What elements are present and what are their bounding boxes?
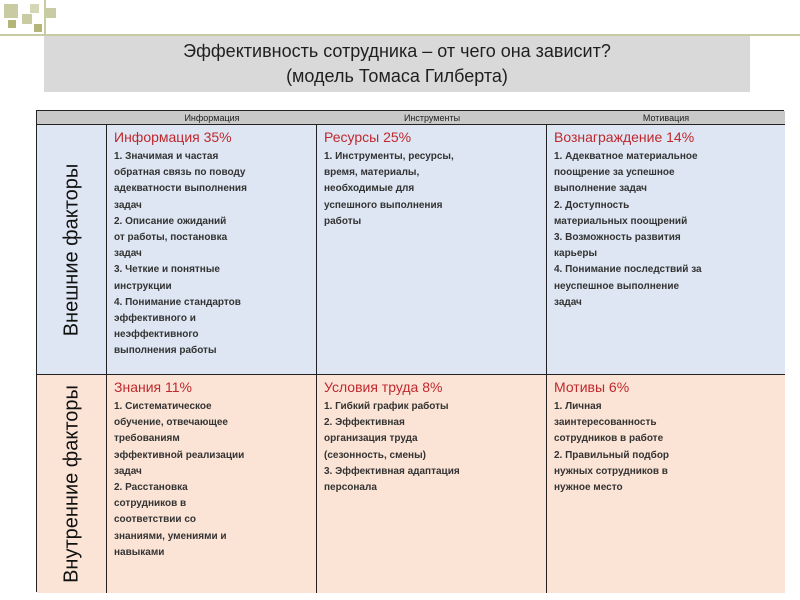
cell-text: 1. Гибкий график работы 2. Эффективная организация труда (сезонность, смены) 3. Эффективная адаптация персонала [324,401,460,494]
page-subtitle: (модель Томаса Гилберта) [286,66,508,86]
row-label-internal: Внутренние факторы [60,385,82,583]
header-corner [37,111,107,125]
cell-knowledge [107,375,317,593]
cell-information [107,125,317,374]
cell-title: Ресурсы 25% [324,129,412,145]
cell-text: 1. Адекватное материальное поощрение за успешное выполнение задач 2. Доступность материальных поощрений 3. Возможность развития карьеры 4. Понимание последствий за неуспешное выполнение задач [554,151,702,308]
cell-text: 1. Значимая и частая обратная связь по поводу адекватности выполнения задач 2. Описание ожиданий от работы, постановка задач 3. Четкие и понятные инструкции 4. Понимание стандартов эффективного и неэффективного выполнения работы [114,151,247,357]
cell-text: 1. Личная заинтересованность сотрудников в работе 2. Правильный подбор нужных сотрудников в нужное место [554,401,670,494]
cell-motives [547,375,785,593]
row-label-cell [37,125,107,374]
header-motivation: Мотивация [547,111,785,125]
cell-text: 1. Инструменты, ресурсы, время, материалы, необходимые для успешного выполнения работы [324,151,454,227]
title-band [44,36,750,92]
cell-title: Вознаграждение 14% [554,129,695,145]
row-label-cell [37,375,107,593]
row-label-external: Внешние факторы [60,163,82,336]
header-information: Информация [107,111,317,125]
cell-work-conditions [317,375,547,593]
cell-title: Знания 11% [114,379,192,395]
row-internal-factors [37,375,785,593]
cell-reward [547,125,785,374]
cell-text: 1. Систематическое обучение, отвечающее требованиям эффективной реализации задач 2. Расстановка сотрудников в соответствии со знаниями, умениями и навыками [114,401,245,558]
gilbert-model-table [36,110,784,592]
row-external-factors [37,125,785,375]
header-instruments: Инструменты [317,111,547,125]
cell-resources [317,125,547,374]
cell-title: Мотивы 6% [554,379,630,395]
page-title: Эффективность сотрудника – от чего она зависит? [183,41,611,61]
cell-title: Информация 35% [114,129,232,145]
cell-title: Условия труда 8% [324,379,443,395]
